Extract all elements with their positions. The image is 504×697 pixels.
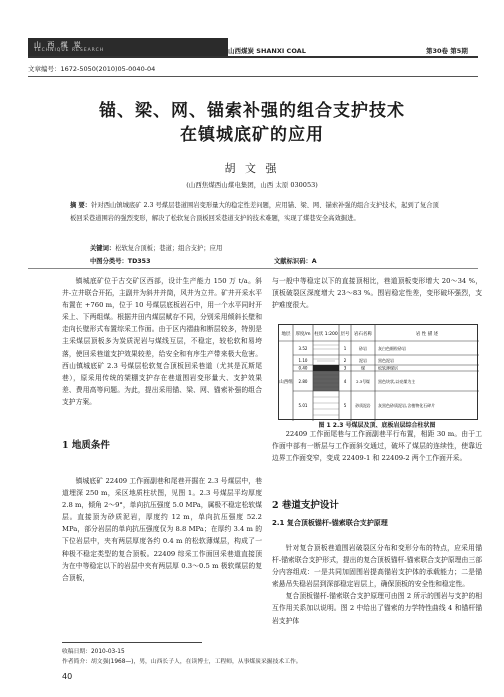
- fig-row2-desc: 黑色泥岩: [378, 358, 394, 363]
- fig-header-4: 岩石名称: [354, 332, 372, 337]
- fig-row3-no: 3: [343, 365, 347, 371]
- fig-row4-name: 2.3号煤: [356, 379, 370, 384]
- fig-row4-thick: 2.80: [298, 379, 308, 384]
- fig-header-0: 地层: [281, 332, 291, 337]
- journal-issue: 第30卷 第5期: [426, 47, 468, 55]
- fig-row3-desc: 松软薄煤层: [378, 365, 398, 371]
- paper-title-line2: 在镇城底矿的应用: [180, 125, 324, 145]
- fig-row3-thick: 0.40: [298, 365, 308, 371]
- article-number: 文章编号：1672-5050(2010)05-0040-04: [28, 65, 156, 73]
- fig-row3-name: 煤: [361, 365, 365, 371]
- document-code: 文献标识码：A: [274, 258, 317, 265]
- keywords-text: 松软复合顶板；巷道；组合支护；应用: [115, 245, 223, 252]
- figure-1-caption: 图 1 2.3 号煤层及顶、底板岩层综合柱状图: [318, 422, 436, 429]
- journal-logo: 山 西 煤 炭: [34, 41, 83, 49]
- journal-subtitle: TECHNIQUE RESEARCH: [34, 48, 105, 53]
- paper-title-line1: 锚、梁、网、锚索补强的组合支护技术: [99, 101, 405, 121]
- header-rule: [28, 56, 478, 58]
- workface-text: 22409 工作面尾巷与工作面副巷平行布置，相距 30 m。由于工作面中部有一断层与工作面斜交通过，破坏了煤层的连续性，使靠近边界工作面变窄，变成 22409-1 和 22409-2 两个工作面开采。: [272, 430, 482, 463]
- right-top-paragraph: [272, 275, 482, 311]
- journal-header: [0, 38, 504, 56]
- fig-row1-no: 1: [343, 346, 347, 351]
- fig-row4-desc: 黑色块状,以亮煤为主: [378, 379, 416, 384]
- abstract: [70, 200, 444, 225]
- section-2-1-text2: 复合顶板锚杆-锚索联合支护原理可由图 2 所示的围岩与支护的相互作用关系加以说明。图 2 中给出了锚索的力学特性曲线 4 和锚杆锚岩支护体: [272, 592, 482, 625]
- fig-row1-name: 砂岩: [359, 346, 367, 351]
- intro-paragraph: [62, 275, 262, 408]
- fig-row5-thick: 5.01: [298, 403, 308, 408]
- section-2-1-body: [272, 542, 482, 627]
- fig-row2-thick: 1.10: [298, 358, 308, 363]
- fig-row5-desc: 灰黑色砂质泥岩,含植物化石碎片: [378, 403, 436, 408]
- section-1-title: 1 地质条件: [62, 440, 110, 451]
- fig-row5-name: 砂质泥岩: [355, 403, 371, 408]
- fig-system: 山西组: [279, 380, 293, 385]
- fig-header-3: 层号: [340, 332, 350, 337]
- section-1-text: 镇城底矿 22409 工作面副巷和尾巷开掘在 2.3 号煤层中，巷道埋深 250 m，采区地质柱状图，见图 1。2.3 号煤层平均厚度 2.8 m，倾角 2～9°，单向抗压强度 5.0 MPa，属极不稳定松软煤层。直接顶为砂质泥岩，厚度约 12 m，单向抗压强度 52.2 MPa，部分岩层的单向抗压强度仅为 8.8 MPa；在厚约 3.4 m 的下位岩层中，夹有两层厚度各约 0.4 m 的松软薄煤层，构成了一种极不稳定类型的复合顶板。22409 综采工作面回采巷道直接顶为在中等稳定以下的岩层中夹有两层厚 0.3～0.5 m 极软煤层的复合顶板，: [62, 477, 262, 582]
- right-top-text: 与一般中等稳定以下的直接顶相比，巷道顶板变形增大 20～34 %，顶板破裂区深度增大 23～83 %。围岩稳定性差，变形破坏强烈，支护难度很大。: [272, 277, 482, 310]
- abstract-label: 摘 要：: [70, 202, 92, 209]
- fig-row1-thick: 3.52: [298, 346, 308, 351]
- intro-text: 镇城底矿位于古交矿区西部，设计生产能力 150 万 t/a。斜井-立井联合开拓，主副井为斜井并筒，风井为立井。矿井开采水平布置在 +760 m，位于 10 号煤层底板岩石中，用一个水平同时开采上、下两组煤。根据井田内煤层赋存不同，分别采用倾斜长壁和走向长壁形式布置综采工作面。由于区内褶曲和断层较多，特别是主采煤层顶板多为炭质泥岩与煤线互层，不稳定，较松软和易垮落，使回采巷道支护效果较差，给安全和有序生产带来极大危害。西山镇城底矿 2.3 号煤层松软复合顶板回采巷道（尤其是瓦斯尾巷），原采用传统的架棚支护存在巷道围岩变形量大、支护效果差、费用高等问题。为此，提出采用锚、梁、网、锚索补强的组合支护方案。: [62, 277, 262, 406]
- footnote-rule: [62, 642, 202, 643]
- top-rule: [28, 76, 478, 77]
- section-1-body: [62, 475, 262, 584]
- page-number: 40: [62, 672, 73, 681]
- section-2-1-title: 2.1 复合顶板锚杆-锚索联合支护原理: [272, 519, 388, 527]
- journal-name: 山西煤炭 SHANXI COAL: [228, 47, 306, 55]
- fig-row5-no: 5: [343, 403, 347, 408]
- fig-header-2: 柱状 1:200: [314, 332, 338, 337]
- fig-header-5: 岩 性 描 述: [415, 332, 439, 337]
- affiliation: (山西焦煤西山煤电集团，山西 太原 030053): [186, 181, 318, 189]
- keywords-label: 关键词：: [90, 245, 116, 252]
- received-date: 收稿日期：2010-03-15: [62, 649, 125, 655]
- fig-row4-no: 4: [343, 379, 347, 384]
- classification-number: 中图分类号：TD353: [90, 258, 151, 265]
- author-bio: 作者简介：胡文强(1968—)，男，山西长子人，在读博士，工程师，从事煤炭采掘技术工作。: [62, 659, 302, 665]
- fig-row2-name: 泥岩: [359, 358, 367, 363]
- author: 胡 文 强: [224, 162, 280, 175]
- stratigraphic-column-figure: [278, 324, 478, 420]
- abstract-rule: [28, 268, 478, 269]
- abstract-text: 针对西山镇城底矿 2.3 号煤层巷道围岩变形量大的稳定性差问题，应用锚、梁、网、锚索补强的组合支护技术，起到了复合顶板回采巷道围岩的强烈变形，解决了松软复合顶板回采巷道支护的技术难题，实现了煤巷安全高效掘进。: [70, 202, 439, 222]
- section-2-1-text1: 针对复合顶板巷道围岩破裂区分布和变形分布的特点，应采用锚杆-锚索联合支护形式，提出的复合顶板锚杆-锚索联合支护原理由三部分内容组成：一是共同加固围岩提高锚岩支护体的承载能力；二是锚索悬吊失稳岩层到深部稳定岩层上，确保顶板的安全性和稳定性。: [272, 544, 482, 589]
- fig-row1-desc: 灰白色细粒砂岩: [378, 346, 406, 351]
- workface-paragraph: [272, 428, 482, 464]
- fig-header-1: 厚度/m: [295, 332, 311, 337]
- keywords: [90, 243, 450, 252]
- fig-row2-no: 2: [343, 358, 347, 363]
- stratigraphic-column-svg: [279, 325, 479, 421]
- section-2-title: 2 巷道支护设计: [272, 500, 339, 511]
